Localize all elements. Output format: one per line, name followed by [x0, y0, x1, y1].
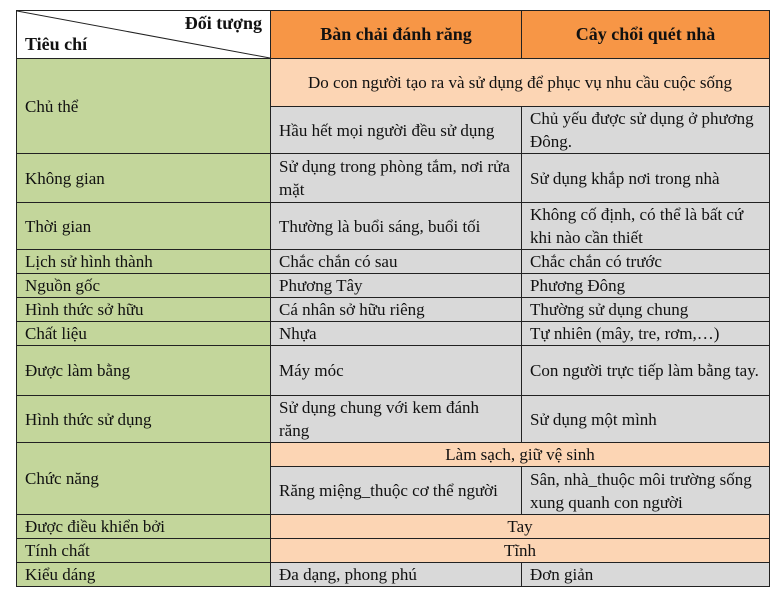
broom-cell: Chắc chắn có trước	[522, 250, 770, 274]
table-row	[17, 515, 770, 539]
criteria-cell: Nguồn gốc	[17, 274, 271, 298]
corner-header-cell	[17, 11, 271, 59]
header-row	[17, 11, 770, 59]
toothbrush-cell: Răng miệng_thuộc cơ thể người	[271, 467, 522, 515]
toothbrush-cell: Hầu hết mọi người đều sử dụng	[271, 107, 522, 154]
broom-cell: Tự nhiên (mây, tre, rơm,…)	[522, 322, 770, 346]
table-row	[17, 203, 770, 250]
broom-cell: Chủ yếu được sử dụng ở phương Đông.	[522, 107, 770, 154]
table-row	[17, 298, 770, 322]
criteria-cell: Chức năng	[17, 443, 271, 515]
broom-cell: Đơn giản	[522, 563, 770, 587]
broom-cell: Không cố định, có thể là bất cứ khi nào cần thiết	[522, 203, 770, 250]
table-row	[17, 396, 770, 443]
table-row	[17, 274, 770, 298]
criteria-cell: Thời gian	[17, 203, 271, 250]
criteria-cell: Chủ thể	[17, 59, 271, 154]
criteria-cell: Hình thức sử dụng	[17, 396, 271, 443]
table-row	[17, 322, 770, 346]
broom-cell: Phương Đông	[522, 274, 770, 298]
table-row	[17, 250, 770, 274]
toothbrush-cell: Cá nhân sở hữu riêng	[271, 298, 522, 322]
toothbrush-cell: Chắc chắn có sau	[271, 250, 522, 274]
column-header-broom: Cây chổi quét nhà	[522, 11, 770, 59]
table-row	[17, 59, 770, 107]
table-row	[17, 563, 770, 587]
column-header-toothbrush: Bàn chải đánh răng	[271, 11, 522, 59]
criteria-label: Tiêu chí	[25, 34, 88, 54]
broom-cell: Sử dụng khắp nơi trong nhà	[522, 154, 770, 203]
objects-label: Đối tượng	[184, 13, 262, 33]
comparison-table	[16, 10, 770, 587]
criteria-cell: Lịch sử hình thành	[17, 250, 271, 274]
criteria-cell: Kiểu dáng	[17, 563, 271, 587]
criteria-cell: Không gian	[17, 154, 271, 203]
criteria-cell: Hình thức sở hữu	[17, 298, 271, 322]
toothbrush-cell: Thường là buổi sáng, buổi tối	[271, 203, 522, 250]
table-row	[17, 154, 770, 203]
toothbrush-cell: Nhựa	[271, 322, 522, 346]
criteria-cell: Chất liệu	[17, 322, 271, 346]
broom-cell: Con người trực tiếp làm bằng tay.	[522, 346, 770, 396]
table-row	[17, 443, 770, 467]
toothbrush-cell: Đa dạng, phong phú	[271, 563, 522, 587]
shared-cell: Tay	[271, 515, 770, 539]
criteria-cell: Được điều khiển bởi	[17, 515, 271, 539]
criteria-cell: Được làm bằng	[17, 346, 271, 396]
table-row	[17, 539, 770, 563]
broom-cell: Sử dụng một mình	[522, 396, 770, 443]
shared-cell: Tĩnh	[271, 539, 770, 563]
toothbrush-cell: Sử dụng chung với kem đánh răng	[271, 396, 522, 443]
broom-cell: Sân, nhà_thuộc môi trường sống xung quanh con người	[522, 467, 770, 515]
toothbrush-cell: Máy móc	[271, 346, 522, 396]
toothbrush-cell: Sử dụng trong phòng tắm, nơi rửa mặt	[271, 154, 522, 203]
table-row	[17, 346, 770, 396]
criteria-cell: Tính chất	[17, 539, 271, 563]
broom-cell: Thường sử dụng chung	[522, 298, 770, 322]
shared-cell: Làm sạch, giữ vệ sinh	[271, 443, 770, 467]
shared-cell: Do con người tạo ra và sử dụng để phục vụ nhu cầu cuộc sống	[271, 59, 770, 107]
toothbrush-cell: Phương Tây	[271, 274, 522, 298]
